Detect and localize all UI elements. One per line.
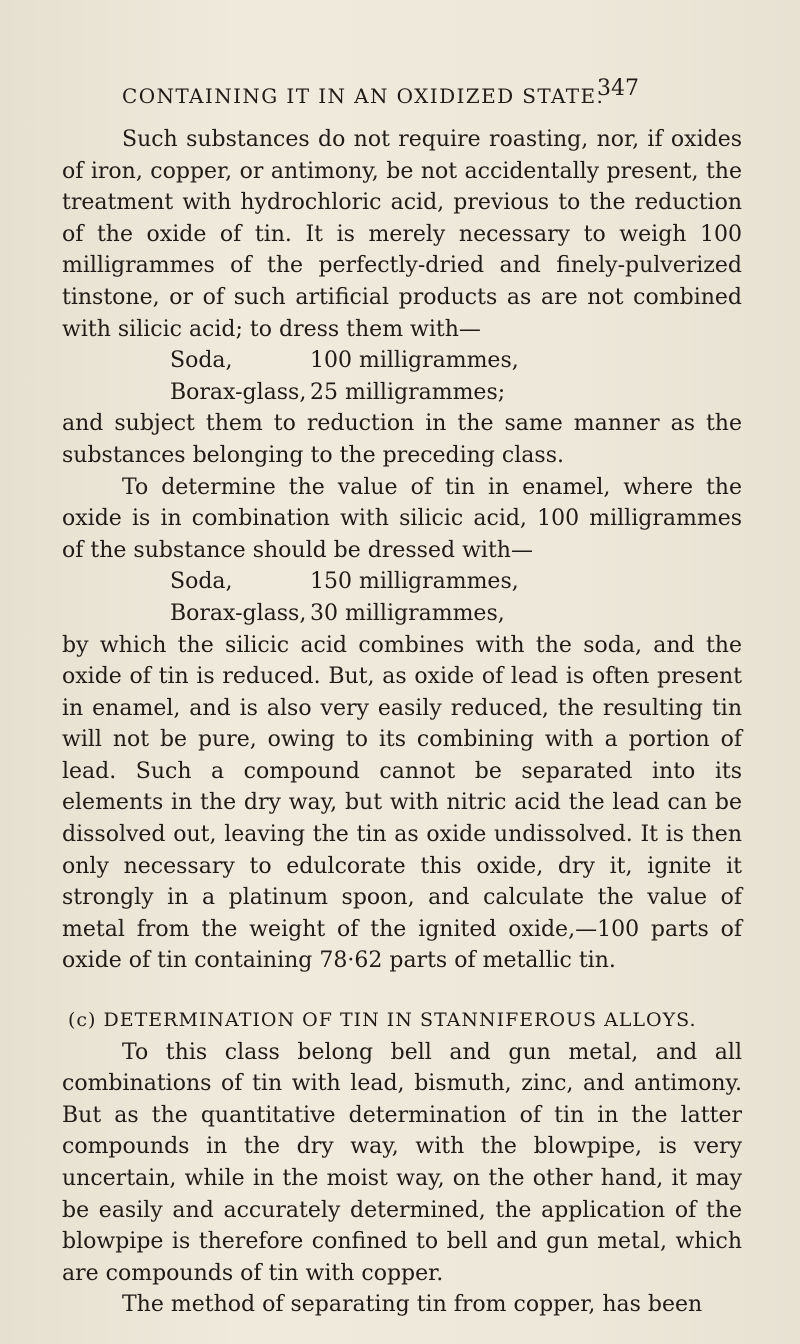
list-item — [170, 377, 742, 409]
ingredient-name: Soda, — [170, 348, 233, 374]
list-item — [170, 345, 742, 377]
list-item — [170, 598, 742, 630]
paragraph-4: by which the silicic acid combines with the soda, and the oxide of tin is reduced. But, as oxide of lead is often present in enamel, and is also very easily reduced, the resulting tin will not be pure, owing to its combining with a portion of lead. Such a compound cannot be separated into its elements in the dry way, but with nitric acid the lead can be dissolved out, leaving the tin as oxide undissolved. It is then only necessary to edulcorate this oxide, dry it, ignite it strongly in a platinum spoon, and calculate the value of metal from the weight of the ignited oxide,—100 parts of oxide of tin containing 78·62 parts of metallic tin. — [62, 632, 742, 974]
list-item — [170, 566, 742, 598]
paragraph-3: To determine the value of tin in enamel, where the oxide is in combination with silicic acid, 100 milligrammes of the substance should be dressed with— — [62, 474, 742, 563]
paragraph-2: and subject them to reduction in the same manner as the substances belonging to the preceding class. — [62, 411, 742, 468]
paragraph-5: To this class belong bell and gun metal, and all combinations of tin with lead, bismuth, zinc, and antimony. But as the quantitative determination of tin in the latter compounds in the dry way, with the blowpipe, is very uncertain, while in the moist way, on the other hand, it may be easily and accurately determined, the application of the blowpipe is therefore confined to bell and gun metal, which are compounds of tin with copper. — [62, 1039, 742, 1286]
section-heading: (c) DETERMINATION OF TIN IN STANNIFEROUS ALLOYS. — [68, 1009, 697, 1032]
ingredient-amount: 30 milligrammes, — [310, 600, 505, 626]
page-body — [62, 124, 742, 1321]
running-header — [122, 76, 722, 114]
ingredient-amount: 150 milligrammes, — [310, 569, 519, 595]
paragraph-6: The method of separating tin from copper, has been — [122, 1292, 703, 1318]
ingredient-list-2 — [62, 566, 742, 629]
ingredient-name: Soda, — [170, 569, 233, 595]
ingredient-name: Borax-glass, — [170, 600, 307, 626]
running-title: CONTAINING IT IN AN OXIDIZED STATE. — [122, 84, 605, 108]
ingredient-amount: 100 milligrammes, — [310, 348, 519, 374]
ingredient-amount: 25 milligrammes; — [310, 379, 506, 405]
ingredient-name: Borax-glass, — [170, 379, 307, 405]
paragraph-1: Such substances do not require roasting, nor, if oxides of iron, copper, or antimony, be not accidentally present, the treatment with hydrochloric acid, previous to the reduction of the oxide of tin. It is merely necessary to weigh 100 milligrammes of the perfectly-dried and finely-pulverized tinstone, or of such artificial products as are not combined with silicic acid; to dress them with— — [62, 127, 742, 342]
ingredient-list-1 — [62, 345, 742, 408]
page-number: 347 — [597, 76, 639, 101]
